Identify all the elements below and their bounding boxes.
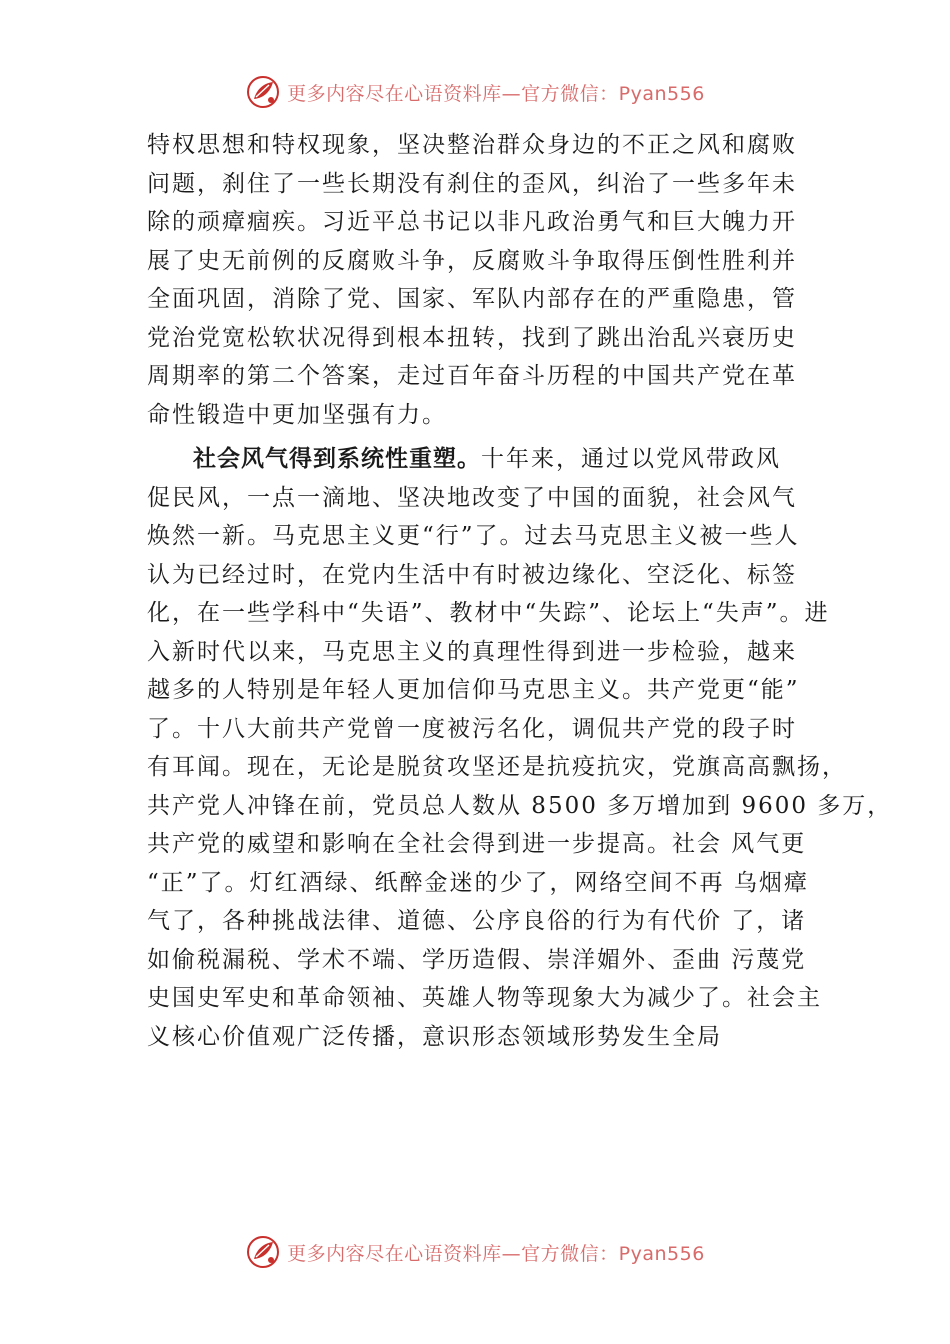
text-line: 认为已经过时，在党内生活中有时被边缘化、空泛化、标签 bbox=[147, 561, 797, 588]
text-line: 共产党的威望和影响在全社会得到进一步提高。社会 风气更 bbox=[147, 831, 807, 857]
banner-text: 更多内容尽在心语资料库—官方微信：Pyan556 bbox=[287, 82, 705, 105]
leaf-seal-icon bbox=[245, 74, 281, 110]
document-body bbox=[147, 126, 893, 1056]
text-line: 如偷税漏税、学术不端、学历造假、崇洋媚外、歪曲 污蔑党 bbox=[147, 946, 807, 973]
text-line: 入新时代以来，马克思主义的真理性得到进一步检验，越来 bbox=[147, 638, 797, 665]
text-line: 史国史军史和革命领袖、英雄人物等现象大为减少了。社会主 bbox=[147, 985, 822, 1011]
text-line: 命性锻造中更加坚强有力。 bbox=[147, 401, 447, 428]
text-line: 党治党宽松软状况得到根本扭转，找到了跳出治乱兴衰历史 bbox=[147, 324, 797, 351]
text-line: 越多的人特别是年轻人更加信仰马克思主义。共产党更“能” bbox=[147, 677, 800, 703]
paragraph-1 bbox=[147, 126, 847, 434]
footer-banner bbox=[0, 1232, 950, 1272]
text-line: 周期率的第二个答案，走过百年奋斗历程的中国共产党在革 bbox=[147, 363, 797, 389]
text-run: 十年来，通过以党风带政风 bbox=[481, 446, 781, 472]
paragraph-first-line bbox=[147, 440, 847, 479]
section-lead: 社会风气得到系统性重塑。 bbox=[193, 446, 481, 472]
banner-text: 更多内容尽在心语资料库—官方微信：Pyan556 bbox=[287, 1242, 705, 1265]
text-line: 气了，各种挑战法律、道德、公序良俗的行为有代价 了，诸 bbox=[147, 908, 807, 934]
text-line: 化，在一些学科中“失语”、教材中“失踪”、论坛上“失声”。进 bbox=[147, 600, 830, 626]
text-line: 除的顽瘴痼疾。习近平总书记以非凡政治勇气和巨大魄力开 bbox=[147, 209, 797, 235]
text-line: 问题，刹住了一些长期没有刹住的歪风，纠治了一些多年未 bbox=[147, 170, 797, 197]
text-line: 焕然一新。马克思主义更“行”了。过去马克思主义被一些人 bbox=[147, 523, 800, 549]
leaf-seal-icon bbox=[245, 1234, 281, 1270]
text-line: 特权思想和特权现象，坚决整治群众身边的不正之风和腐败 bbox=[147, 132, 797, 158]
paragraph-2 bbox=[147, 440, 893, 1056]
text-line: 促民风，一点一滴地、坚决地改变了中国的面貌，社会风气 bbox=[147, 484, 797, 511]
header-banner bbox=[0, 72, 950, 112]
text-line: 有耳闻。现在，无论是脱贫攻坚还是抗疫抗灾，党旗高高飘扬， bbox=[147, 754, 847, 780]
text-line: 义核心价值观广泛传播，意识形态领域形势发生全局 bbox=[147, 1023, 722, 1050]
text-line: 共产党人冲锋在前，党员总人数从 8500 多万增加到 9600 多万， bbox=[147, 792, 893, 819]
text-line: 了。十八大前共产党曾一度被污名化，调侃共产党的段子时 bbox=[147, 715, 797, 742]
text-line: “正”了。灯红酒绿、纸醉金迷的少了，网络空间不再 乌烟瘴 bbox=[147, 869, 809, 896]
text-line: 展了史无前例的反腐败斗争，反腐败斗争取得压倒性胜利并 bbox=[147, 247, 797, 274]
text-line: 全面巩固，消除了党、国家、军队内部存在的严重隐患，管 bbox=[147, 286, 797, 312]
